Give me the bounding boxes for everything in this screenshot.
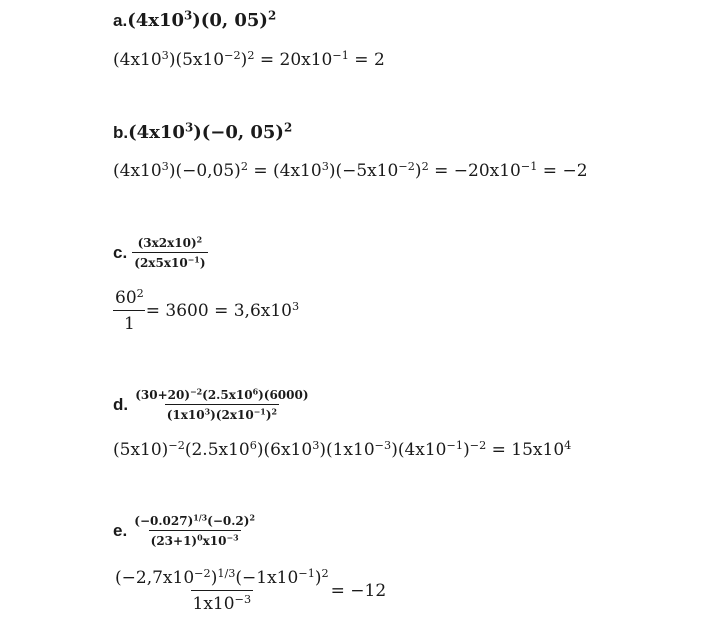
math-text: (4x10	[113, 161, 162, 181]
problem-c-label: c.	[113, 243, 128, 262]
problem-c-fraction	[132, 236, 207, 270]
math-exponent: −1	[253, 407, 266, 417]
math-text: )(2x10	[210, 408, 254, 422]
math-text: )	[314, 568, 322, 588]
math-text: )(−5x10	[328, 161, 399, 181]
math-text: = 2	[348, 50, 385, 70]
math-exponent: −3	[234, 592, 252, 606]
math-exponent: 2	[247, 48, 255, 62]
problem-c-result: = $3600 = 3,6x10^3$	[145, 299, 300, 321]
math-exponent: −1	[520, 159, 538, 173]
math-exponent: 6	[249, 438, 257, 452]
math-text: )	[265, 408, 272, 422]
math-exponent: 1/3	[217, 566, 236, 580]
math-text: (1x10	[166, 408, 205, 422]
math-exponent: −3	[226, 533, 239, 543]
math-text: (−2,7x10	[115, 568, 195, 588]
math-text: = (4x10	[247, 161, 322, 181]
problem-a-title	[113, 10, 276, 31]
problem-c-title	[113, 236, 208, 270]
math-exponent: −2	[168, 438, 185, 452]
math-text: )(5x10	[168, 50, 225, 70]
math-exponent: −1	[446, 438, 464, 452]
math-text: x10	[202, 534, 227, 548]
problem-d-numerator	[133, 388, 310, 404]
math-text: )	[210, 568, 218, 588]
math-text: 1x10	[192, 594, 235, 614]
math-exponent: 2	[271, 407, 278, 417]
math-exponent: −2	[469, 438, 487, 452]
math-exponent: 2	[240, 159, 248, 173]
problem-c-work-fraction	[113, 288, 146, 334]
math-text: )(6x10	[256, 440, 313, 460]
problem-c-denominator: $(2x5x10^{-1})$	[132, 252, 207, 270]
math-text: (4x10	[113, 50, 162, 70]
problem-e-work-denominator	[191, 590, 254, 614]
problem-e-fraction	[132, 514, 257, 548]
math-exponent: 1/3	[193, 513, 208, 523]
problem-d-fraction	[133, 388, 310, 422]
math-text: (30+20)	[135, 388, 191, 402]
math-text: )	[463, 440, 470, 460]
math-text: (23+1)	[150, 534, 198, 548]
problem-c-work-numerator: $60^2$	[115, 286, 144, 308]
math-text: )	[240, 50, 248, 70]
math-text: = −20x10	[428, 161, 521, 181]
math-text: = −2	[537, 161, 588, 181]
math-text: = 15x10	[486, 440, 565, 460]
math-exponent: 2	[421, 159, 429, 173]
math-exponent: −2	[224, 48, 241, 62]
problem-e-work-numerator	[113, 568, 331, 590]
problem-b-expression: $(4x10^3)(-0$, 05)$^2$	[128, 120, 293, 143]
problem-e-denominator	[149, 530, 241, 548]
problem-b-label: b.	[113, 123, 129, 142]
math-text: )(1x10	[319, 440, 375, 460]
problem-d-denominator	[165, 404, 279, 422]
problem-e-numerator	[132, 514, 257, 530]
math-exponent: −2	[194, 566, 211, 580]
math-text: )(−0,05)	[168, 161, 241, 181]
math-exponent: 4	[564, 438, 572, 452]
math-text: (5x10)	[113, 440, 169, 460]
math-exponent: 3	[161, 159, 169, 173]
problem-c-work-denominator: 1	[113, 310, 145, 334]
math-exponent: 6	[252, 387, 259, 397]
math-text: (−0.2)	[207, 514, 250, 528]
problem-c-numerator: $(3x2x10)^2$	[137, 235, 203, 250]
math-text: )(4x10	[391, 440, 447, 460]
math-exponent: −2	[190, 387, 203, 397]
math-exponent: 3	[161, 48, 169, 62]
math-text: )(6000)	[258, 388, 309, 402]
math-exponent: −3	[374, 438, 392, 452]
problem-d-label: d.	[113, 395, 129, 414]
math-exponent: 3	[204, 407, 211, 417]
problem-e-work	[113, 568, 386, 614]
problem-d-title	[113, 388, 311, 422]
math-text: (−0.027)	[134, 514, 194, 528]
math-exponent: −2	[398, 159, 415, 173]
problem-e-label: e.	[113, 521, 128, 540]
math-text: (2.5x10	[202, 388, 253, 402]
math-exponent: 0	[197, 533, 203, 543]
math-text: )	[414, 161, 422, 181]
math-exponent: 2	[321, 566, 329, 580]
math-exponent: 3	[321, 159, 329, 173]
problem-e-work-fraction	[113, 568, 331, 614]
problem-d-work	[113, 440, 571, 460]
problem-a-label: a.	[113, 11, 128, 30]
problem-b-work	[113, 161, 588, 181]
math-exponent: −1	[332, 48, 349, 62]
problem-a-expression: $(4x10^3)(0$, 05)$^2$	[127, 8, 277, 31]
math-text: (−1x10	[235, 568, 299, 588]
math-exponent: −1	[298, 566, 315, 580]
math-text: = 20x10	[254, 50, 333, 70]
problem-c-work	[113, 288, 299, 334]
problem-e-result: = −12	[330, 581, 387, 601]
problem-a-work	[113, 50, 385, 70]
problem-b-title	[113, 122, 292, 143]
problem-e-title	[113, 514, 257, 548]
math-exponent: 3	[312, 438, 320, 452]
math-exponent: 2	[249, 513, 255, 523]
math-text: (2.5x10	[184, 440, 250, 460]
